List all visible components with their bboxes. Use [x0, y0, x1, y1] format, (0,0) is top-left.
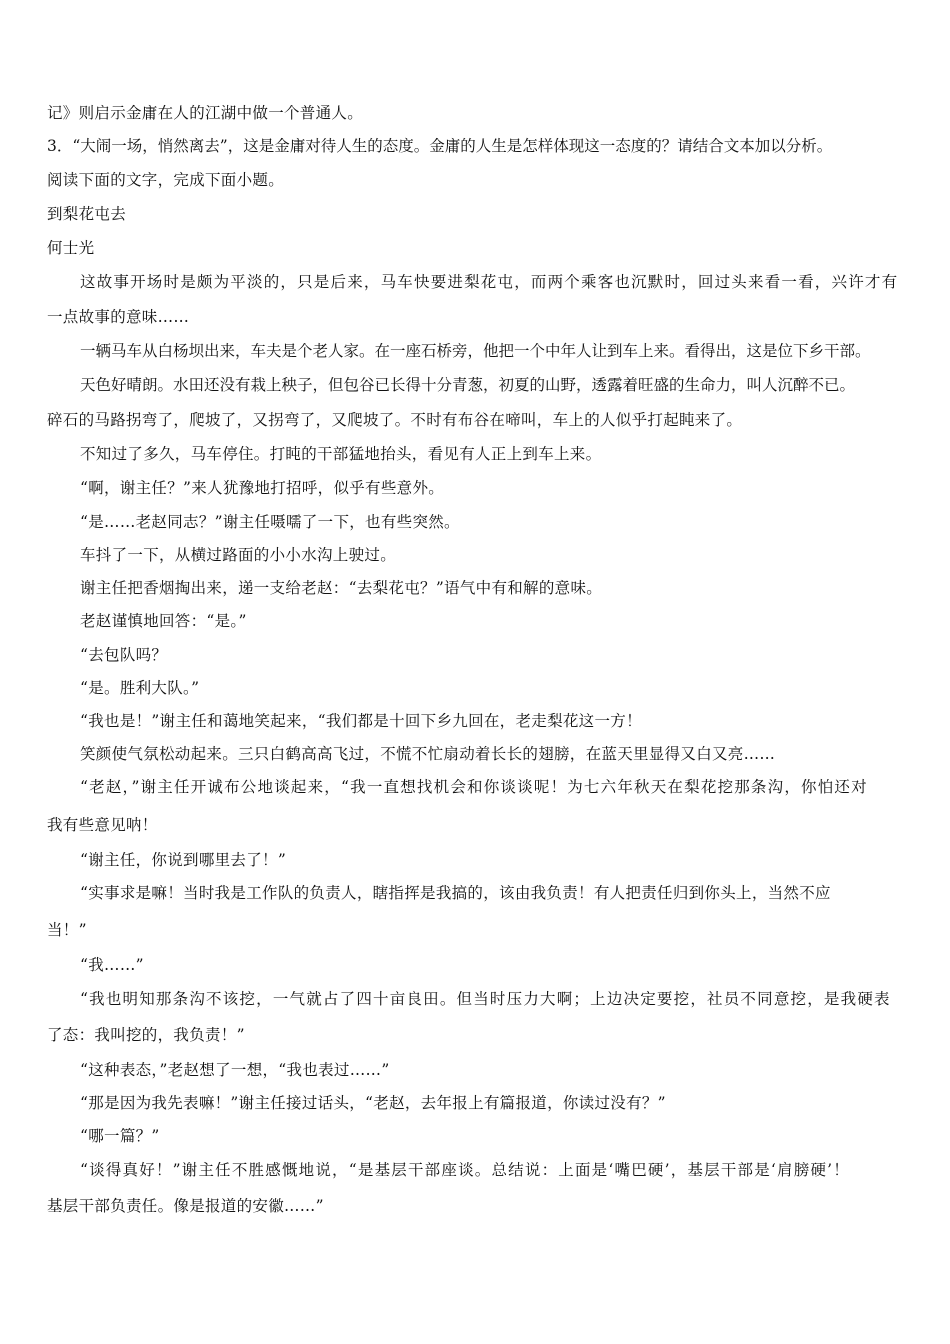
dialogue-line: “是……老赵同志？”谢主任嗫嚅了一下，也有些突然。 — [80, 513, 460, 531]
dialogue-line: “是。胜利大队。” — [80, 679, 200, 697]
dialogue-line: “老赵，”谢主任开诚布公地谈起来，“我一直想找机会和你谈谈呢！为七六年秋天在梨花挖那条沟，你怕还对 — [80, 778, 868, 796]
story-title: 到梨花屯去 — [47, 205, 127, 223]
dialogue-line: “啊，谢主任？”来人犹豫地打招呼，似乎有些意外。 — [80, 479, 445, 497]
dialogue-line: “去包队吗？ — [80, 646, 168, 664]
dialogue-line: “我也是！”谢主任和蔼地笑起来，“我们都是十回下乡九回在，老走梨花这一方！ — [80, 712, 642, 730]
dialogue-line: “那是因为我先表嘛！”谢主任接过话头，“老赵，去年报上有篇报道，你读过没有？” — [80, 1094, 666, 1112]
paragraph-line: 谢主任把香烟掏出来，递一支给老赵：“去梨花屯？”语气中有和解的意味。 — [80, 579, 603, 597]
dialogue-line: “谢主任，你说到哪里去了！” — [80, 851, 287, 869]
dialogue-line: 基层干部负责任。像是报道的安徽……” — [47, 1197, 324, 1215]
dialogue-line: “谈得真好！”谢主任不胜感慨地说，“是基层干部座谈。总结说：上面是‘嘴巴硬’，基层干部是‘肩膀硬’！ — [80, 1161, 850, 1179]
paragraph-line: 不知过了多久，马车停住。打盹的干部猛地抬头，看见有人正上到车上来。 — [80, 445, 602, 463]
paragraph-line: 车抖了一下，从横过路面的小小水沟上驶过。 — [80, 546, 397, 564]
dialogue-line: “我……” — [80, 956, 144, 974]
text-line: 记》则启示金庸在人的江湖中做一个普通人。 — [47, 104, 364, 122]
question-3: 3．“大闹一场，悄然离去”，这是金庸对待人生的态度。金庸的人生是怎样体现这一态度的？请结合文本加以分析。 — [47, 137, 833, 155]
paragraph-line: 天色好晴朗。水田还没有栽上秧子，但包谷已长得十分青葱，初夏的山野，透露着旺盛的生命力，叫人沉醉不已。 — [80, 376, 856, 394]
dialogue-line: “这种表态，”老赵想了一想，“我也表过……” — [80, 1061, 390, 1079]
dialogue-line: “哪一篇？” — [80, 1127, 160, 1145]
paragraph-line: 笑颜使气氛松动起来。三只白鹤高高飞过，不慌不忙扇动着长长的翅膀，在蓝天里显得又白又亮…… — [80, 745, 776, 763]
dialogue-line: 老赵谨慎地回答：“是。” — [80, 612, 247, 630]
dialogue-line: 了态：我叫挖的，我负责！” — [47, 1026, 245, 1044]
dialogue-line: “实事求是嘛！当时我是工作队的负责人，瞎指挥是我搞的，该由我负责！有人把责任归到你头上，当然不应 — [80, 884, 831, 902]
dialogue-line: “我也明知那条沟不该挖，一气就占了四十亩良田。但当时压力大啊；上边决定要挖，社员不同意挖，是我硬表 — [80, 990, 891, 1008]
dialogue-line: 当！” — [47, 921, 87, 939]
paragraph-line: 一辆马车从白杨坝出来，车夫是个老人家。在一座石桥旁，他把一个中年人让到车上来。看得出，这是位下乡干部。 — [80, 342, 871, 360]
story-author: 何士光 — [47, 239, 95, 257]
dialogue-line: 我有些意见呐！ — [47, 816, 158, 834]
paragraph-line: 这故事开场时是颇为平淡的，只是后来，马车快要进梨花屯，而两个乘客也沉默时，回过头来看一看，兴许才有 — [80, 273, 899, 291]
reading-instruction: 阅读下面的文字，完成下面小题。 — [47, 171, 285, 189]
paragraph-line: 一点故事的意味…… — [47, 308, 190, 326]
paragraph-line: 碎石的马路拐弯了，爬坡了，又拐弯了，又爬坡了。不时有布谷在啼叫，车上的人似乎打起盹来了。 — [47, 411, 743, 429]
